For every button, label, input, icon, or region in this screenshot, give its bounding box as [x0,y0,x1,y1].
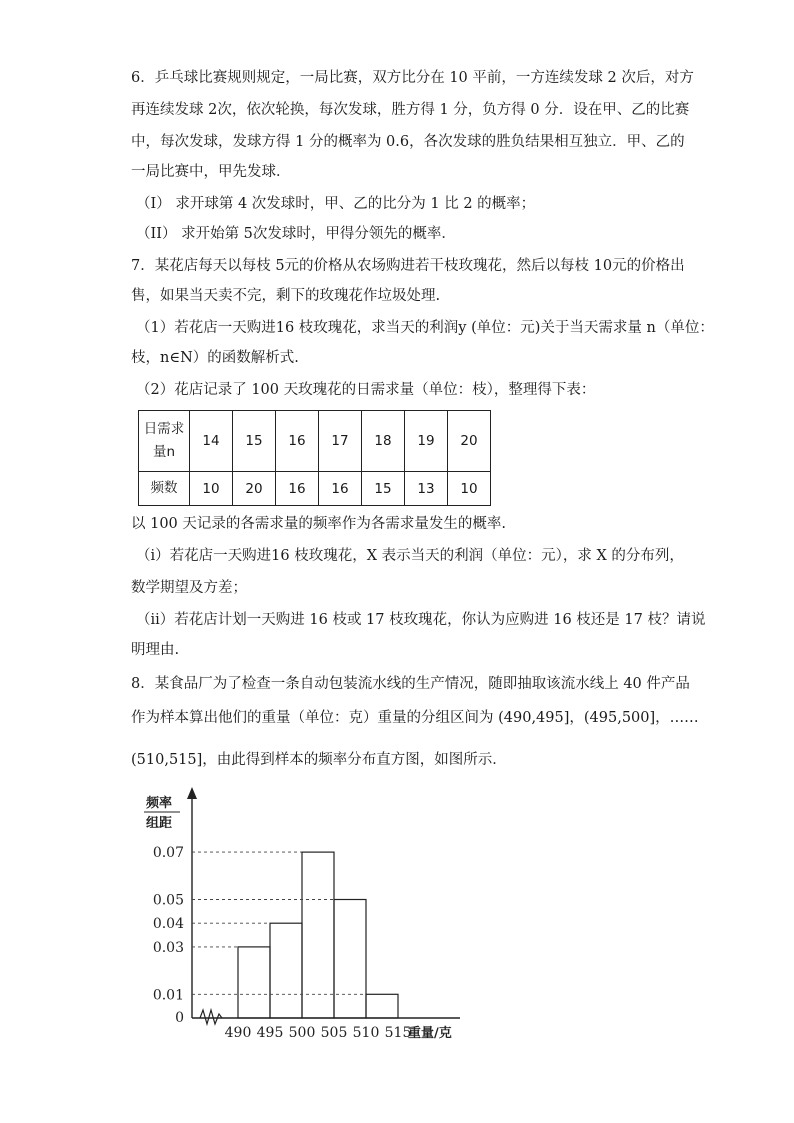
table-cell: 18 [362,411,405,472]
x-tick-label: 505 [320,1025,348,1041]
axis-break-icon [200,1010,222,1024]
problem-8-line-3: (510,515]，由此得到样本的频率分布直方图，如图所示． [131,752,507,768]
problem-8-line-2: 作为样本算出他们的重量（单位：克）重量的分组区间为 (490,495]，(495,500]，…… [131,710,699,726]
problem-6-line-4: 一局比赛中，甲先发球． [131,164,291,180]
table-header-count: 频数 [139,472,190,506]
problem-6-line-1: 6．乒乓球比赛规则规定，一局比赛，双方比分在 10 平前，一方连续发球 2 次后，对方 [131,70,694,86]
x-tick-label: 510 [352,1025,380,1041]
frequency-histogram [140,785,480,1045]
y-label-numerator: 频率 [146,796,173,811]
table-cell: 20 [233,472,276,506]
histogram-bar [238,947,270,1018]
problem-7-after-1: 以 100 天记录的各需求量的频率作为各需求量发生的概率. [131,516,507,532]
table-row [139,411,491,472]
problem-7-part-2: （2）花店记录了 100 天玫瑰花的日需求量（单位：枝），整理得下表： [136,382,596,398]
x-tick-label: 500 [288,1025,316,1041]
x-axis-label: 重量/克 [408,1026,452,1041]
table-cell: 16 [276,472,319,506]
problem-6-part-2: （II） 求开始第 5次发球时，甲得分领先的概率． [136,226,456,242]
table-header-demand: 日需求量n [139,411,190,472]
x-tick-label: 515 [384,1025,412,1041]
problem-8-line-1: 8．某食品厂为了检查一条自动包装流水线的生产情况，随即抽取该流水线上 40 件产品 [131,676,690,692]
x-tick-label: 495 [256,1025,284,1041]
histogram-bar [302,852,334,1018]
table-cell: 10 [190,472,233,506]
y-tick-label: 0 [175,1010,184,1026]
problem-7-sub-ii: （ii）若花店计划一天购进 16 枝或 17 枝玫瑰花，你认为应购进 16 枝还是 17 枝？请说 [136,612,706,628]
x-tick-label: 490 [224,1025,252,1041]
y-tick-label: 0.04 [152,916,184,933]
y-tick-label: 0.05 [152,892,184,909]
table-cell: 17 [319,411,362,472]
histogram-bar [366,994,398,1018]
problem-7-part-1-cont: 枝，n∈N）的函数解析式. [131,350,299,366]
y-label-denominator: 组距 [146,816,173,831]
table-cell: 16 [276,411,319,472]
histogram-bar [334,900,366,1019]
table-row [139,472,491,506]
table-cell: 13 [405,472,448,506]
problem-6-line-3: 中，每次发球，发球方得 1 分的概率为 0.6，各次发球的胜负结果相互独立．甲、乙的 [131,134,685,150]
problem-6-part-1: （I） 求开球第 4 次发球时，甲、乙的比分为 1 比 2 的概率； [136,196,536,212]
y-tick-label: 0.01 [152,987,184,1004]
histogram-bar [270,923,302,1018]
demand-table [138,410,491,506]
table-cell: 10 [448,472,491,506]
table-cell: 19 [405,411,448,472]
table-cell: 20 [448,411,491,472]
problem-7-part-1: （1）若花店一天购进16 枝玫瑰花，求当天的利润y (单位：元)关于当天需求量 n（单位： [136,320,714,336]
problem-7-line-2: 售，如果当天卖不完，剩下的玫瑰花作垃圾处理. [131,288,441,304]
y-tick-label: 0.03 [152,939,184,956]
table-cell: 16 [319,472,362,506]
problem-7-sub-i: （i）若花店一天购进16 枝玫瑰花，X 表示当天的利润（单位：元），求 X 的分布列， [136,548,684,564]
y-axis-arrow [187,787,197,799]
problem-7-line-1: 7．某花店每天以每枝 5元的价格从农场购进若干枝玫瑰花，然后以每枝 10元的价格出 [131,258,685,274]
y-tick-label: 0.07 [152,845,184,862]
problem-7-sub-i-cont: 数学期望及方差； [131,580,247,596]
table-cell: 14 [190,411,233,472]
problem-6-line-2: 再连续发球 2次，依次轮换，每次发球，胜方得 1 分，负方得 0 分．设在甲、乙的比赛 [131,102,690,118]
table-cell: 15 [362,472,405,506]
problem-7-sub-ii-cont: 明理由. [131,642,180,658]
table-cell: 15 [233,411,276,472]
